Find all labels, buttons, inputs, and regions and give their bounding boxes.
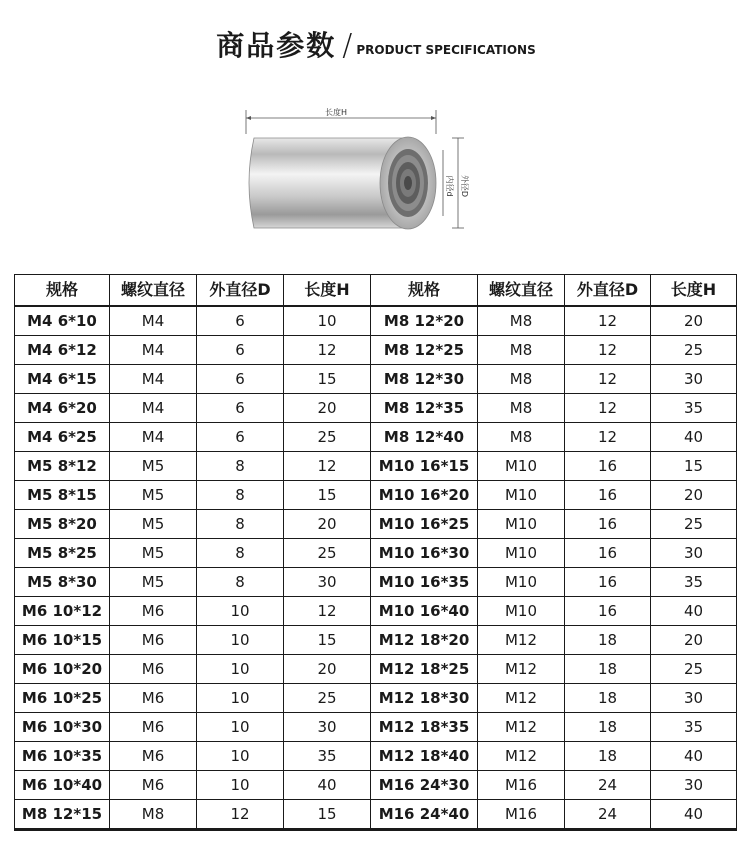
thread-diameter-cell: M10 [478,539,565,568]
table-row [15,742,737,771]
thread-diameter-cell: M6 [110,597,197,626]
outer-diameter-cell: 12 [565,394,651,423]
spec-cell: M5 8*12 [15,452,110,481]
spec-cell: M16 24*30 [371,771,478,800]
outer-diameter-cell: 16 [565,539,651,568]
outer-diameter-cell: 6 [197,306,284,336]
thread-diameter-cell: M5 [110,510,197,539]
thread-diameter-cell: M5 [110,568,197,597]
table-row [15,539,737,568]
length-cell: 30 [284,713,371,742]
outer-diameter-cell: 10 [197,742,284,771]
page-subtitle: PRODUCT SPECIFICATIONS [356,43,536,57]
spec-cell: M6 10*20 [15,655,110,684]
length-cell: 15 [651,452,737,481]
page-header [0,18,752,66]
col-header-length: 长度H [284,275,371,307]
spec-cell: M6 10*25 [15,684,110,713]
outer-diameter-cell: 24 [565,800,651,830]
length-cell: 35 [651,713,737,742]
spec-cell: M12 18*20 [371,626,478,655]
outer-diameter-cell: 8 [197,481,284,510]
thread-diameter-cell: M10 [478,452,565,481]
outer-diameter-cell: 12 [565,336,651,365]
table-row [15,336,737,365]
thread-diameter-cell: M6 [110,655,197,684]
thread-diameter-cell: M5 [110,452,197,481]
col-header-thread-diameter: 螺纹直径 [110,275,197,307]
spec-cell: M6 10*40 [15,771,110,800]
table-row [15,481,737,510]
outer-diameter-cell: 6 [197,423,284,452]
thread-diameter-cell: M8 [478,365,565,394]
thread-diameter-cell: M4 [110,394,197,423]
spec-cell: M4 6*10 [15,306,110,336]
outer-diameter-cell: 16 [565,452,651,481]
thread-diameter-cell: M10 [478,597,565,626]
spec-cell: M12 18*30 [371,684,478,713]
outer-diameter-label: 外径D [460,174,469,198]
outer-diameter-cell: 10 [197,771,284,800]
length-cell: 20 [651,306,737,336]
outer-diameter-cell: 8 [197,510,284,539]
spec-cell: M10 16*30 [371,539,478,568]
outer-diameter-cell: 12 [565,365,651,394]
spec-table-body [15,306,737,830]
spec-cell: M10 16*25 [371,510,478,539]
spec-cell: M8 12*15 [15,800,110,830]
table-header-row [15,275,737,307]
thread-diameter-cell: M12 [478,684,565,713]
thread-diameter-cell: M12 [478,742,565,771]
thread-diameter-cell: M8 [478,306,565,336]
length-cell: 20 [651,481,737,510]
thread-diameter-cell: M6 [110,626,197,655]
table-row [15,306,737,336]
table-row [15,771,737,800]
outer-diameter-cell: 18 [565,626,651,655]
outer-diameter-cell: 18 [565,655,651,684]
spec-cell: M10 16*40 [371,597,478,626]
thread-diameter-cell: M4 [110,306,197,336]
spec-cell: M16 24*40 [371,800,478,830]
table-row [15,597,737,626]
length-cell: 25 [651,655,737,684]
length-cell: 40 [284,771,371,800]
thread-diameter-cell: M6 [110,684,197,713]
col-header-spec: 规格 [371,275,478,307]
outer-diameter-cell: 10 [197,684,284,713]
length-cell: 25 [651,336,737,365]
thread-diameter-cell: M8 [478,394,565,423]
length-cell: 35 [651,394,737,423]
outer-diameter-cell: 18 [565,713,651,742]
table-row [15,568,737,597]
spec-cell: M8 12*30 [371,365,478,394]
spec-cell: M10 16*35 [371,568,478,597]
table-row [15,452,737,481]
thread-diameter-cell: M4 [110,365,197,394]
length-cell: 40 [651,423,737,452]
spec-cell: M8 12*25 [371,336,478,365]
length-cell: 30 [651,365,737,394]
inner-diameter-label: 内径d [445,175,454,197]
thread-diameter-cell: M12 [478,626,565,655]
length-cell: 25 [284,423,371,452]
table-row [15,510,737,539]
table-row [15,423,737,452]
length-cell: 15 [284,365,371,394]
col-header-spec: 规格 [15,275,110,307]
thread-diameter-cell: M6 [110,771,197,800]
length-cell: 12 [284,597,371,626]
thread-diameter-cell: M10 [478,510,565,539]
outer-diameter-cell: 10 [197,655,284,684]
length-cell: 25 [651,510,737,539]
outer-diameter-cell: 8 [197,568,284,597]
length-cell: 10 [284,306,371,336]
outer-diameter-cell: 16 [565,481,651,510]
length-cell: 12 [284,452,371,481]
spec-cell: M10 16*20 [371,481,478,510]
length-cell: 20 [651,626,737,655]
length-cell: 40 [651,800,737,830]
length-cell: 20 [284,655,371,684]
title-separator: / [342,28,353,63]
table-row [15,365,737,394]
outer-diameter-cell: 16 [565,510,651,539]
outer-diameter-cell: 18 [565,684,651,713]
thread-diameter-cell: M6 [110,742,197,771]
outer-diameter-cell: 6 [197,394,284,423]
outer-diameter-cell: 8 [197,452,284,481]
length-cell: 35 [284,742,371,771]
table-row [15,655,737,684]
thread-diameter-cell: M5 [110,539,197,568]
thread-diameter-cell: M16 [478,771,565,800]
thread-diameter-cell: M6 [110,713,197,742]
spec-cell: M6 10*15 [15,626,110,655]
outer-diameter-cell: 10 [197,713,284,742]
spec-table [14,274,737,831]
length-cell: 20 [284,510,371,539]
spec-cell: M6 10*12 [15,597,110,626]
spec-cell: M4 6*15 [15,365,110,394]
table-row [15,713,737,742]
length-cell: 40 [651,742,737,771]
spec-cell: M12 18*35 [371,713,478,742]
thread-diameter-cell: M8 [110,800,197,830]
col-header-length: 长度H [651,275,737,307]
outer-diameter-cell: 6 [197,365,284,394]
length-cell: 30 [651,684,737,713]
spec-cell: M5 8*30 [15,568,110,597]
spec-cell: M5 8*20 [15,510,110,539]
outer-diameter-cell: 16 [565,597,651,626]
length-cell: 25 [284,539,371,568]
thread-diameter-cell: M10 [478,568,565,597]
length-cell: 25 [284,684,371,713]
thread-diameter-cell: M8 [478,336,565,365]
col-header-outer-diameter: 外直径D [197,275,284,307]
length-cell: 40 [651,597,737,626]
table-row [15,684,737,713]
thread-diameter-cell: M10 [478,481,565,510]
spec-cell: M10 16*15 [371,452,478,481]
spec-cell: M6 10*35 [15,742,110,771]
thread-diameter-cell: M4 [110,423,197,452]
length-cell: 30 [651,771,737,800]
outer-diameter-cell: 8 [197,539,284,568]
page-title: 商品参数 [216,29,337,62]
outer-diameter-cell: 10 [197,626,284,655]
thread-diameter-cell: M12 [478,713,565,742]
thread-diameter-cell: M5 [110,481,197,510]
spec-cell: M12 18*25 [371,655,478,684]
table-row [15,626,737,655]
outer-diameter-cell: 12 [197,800,284,830]
spec-cell: M6 10*30 [15,713,110,742]
length-cell: 15 [284,800,371,830]
outer-diameter-cell: 16 [565,568,651,597]
outer-diameter-cell: 10 [197,597,284,626]
spec-cell: M8 12*40 [371,423,478,452]
length-cell: 20 [284,394,371,423]
col-header-thread-diameter: 螺纹直径 [478,275,565,307]
col-header-outer-diameter: 外直径D [565,275,651,307]
spec-cell: M4 6*12 [15,336,110,365]
length-cell: 35 [651,568,737,597]
length-label: 长度H [324,108,348,117]
outer-diameter-cell: 6 [197,336,284,365]
outer-diameter-cell: 24 [565,771,651,800]
spec-cell: M5 8*25 [15,539,110,568]
product-diagram [236,100,476,240]
table-row [15,800,737,830]
spec-cell: M4 6*25 [15,423,110,452]
outer-diameter-cell: 12 [565,423,651,452]
spec-cell: M8 12*20 [371,306,478,336]
thread-diameter-cell: M16 [478,800,565,830]
table-row [15,394,737,423]
length-cell: 15 [284,626,371,655]
thread-diameter-cell: M8 [478,423,565,452]
spec-cell: M12 18*40 [371,742,478,771]
thread-diameter-cell: M4 [110,336,197,365]
length-cell: 12 [284,336,371,365]
length-cell: 30 [651,539,737,568]
length-cell: 15 [284,481,371,510]
spec-cell: M5 8*15 [15,481,110,510]
spec-cell: M8 12*35 [371,394,478,423]
thread-diameter-cell: M12 [478,655,565,684]
outer-diameter-cell: 12 [565,306,651,336]
spec-cell: M4 6*20 [15,394,110,423]
length-cell: 30 [284,568,371,597]
outer-diameter-cell: 18 [565,742,651,771]
